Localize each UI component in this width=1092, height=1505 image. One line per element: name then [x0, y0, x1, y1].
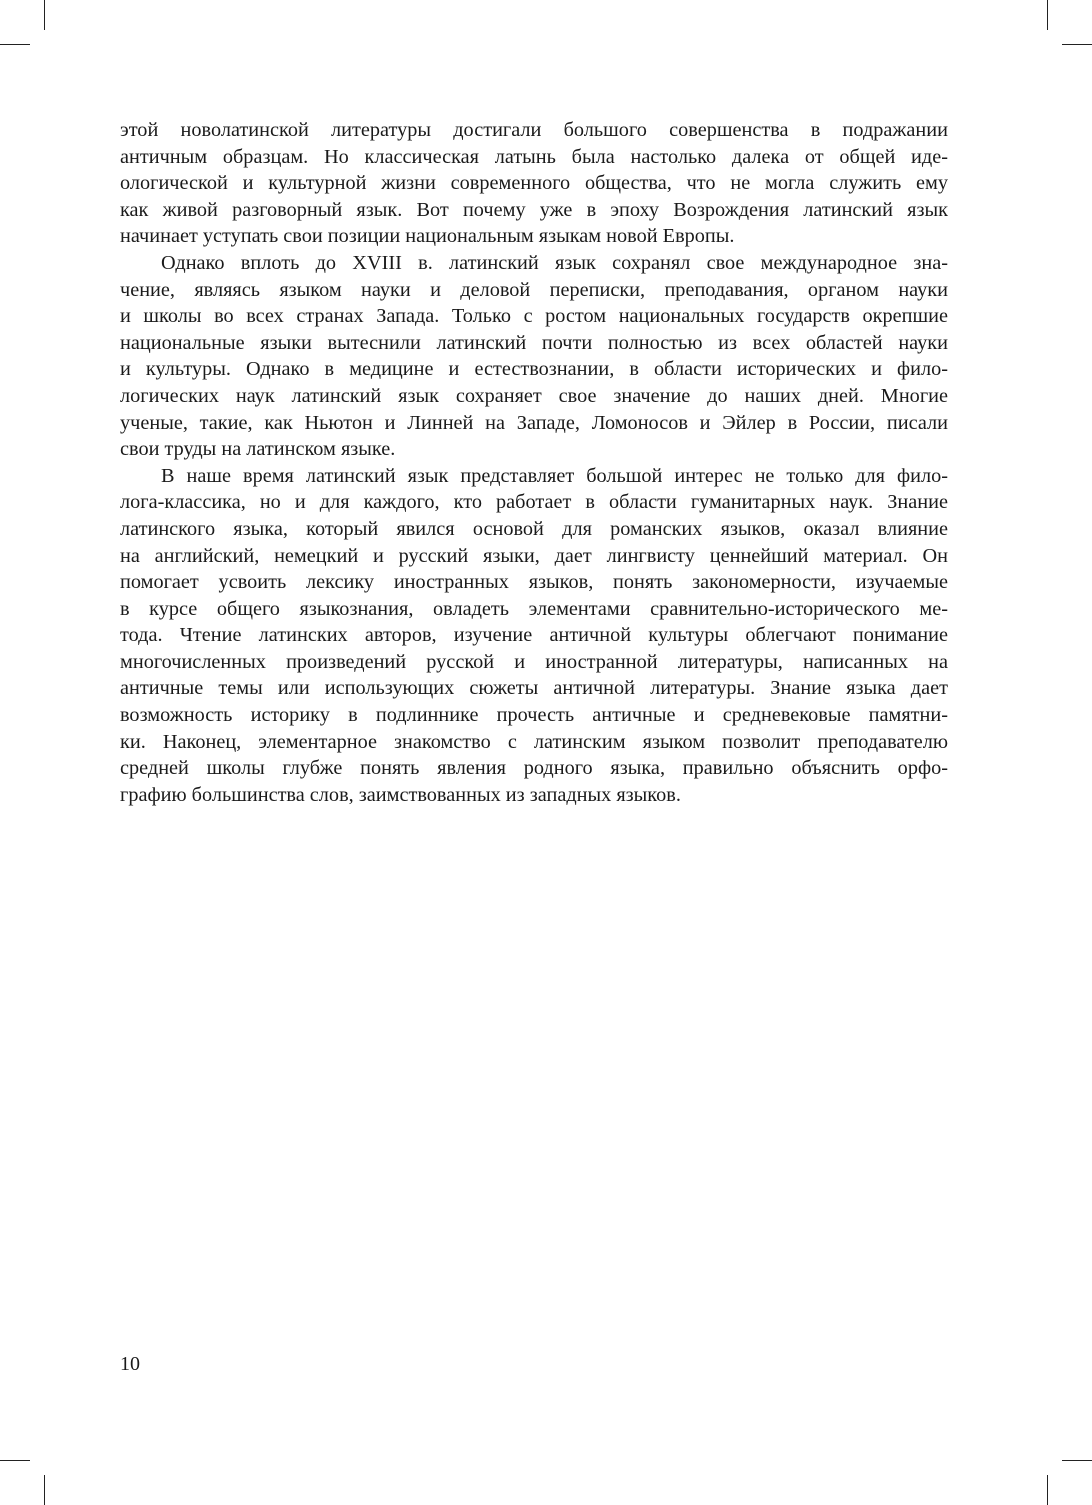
text-line: средней школы глубже понять явления родного языка, правильно объяснить орфо-	[120, 757, 948, 780]
crop-mark-top-right-vertical	[1047, 0, 1048, 30]
text-line: помогает усвоить лексику иностранных языков, понять закономерности, изучаемые	[120, 571, 948, 594]
crop-mark-top-right-horizontal	[1062, 44, 1092, 45]
body-text	[120, 117, 948, 808]
paragraph	[120, 117, 948, 250]
text-line: как живой разговорный язык. Вот почему уже в эпоху Возрождения латинский язык	[120, 198, 948, 221]
text-line: ки. Наконец, элементарное знакомство с латинским языком позволит преподавателю	[120, 730, 948, 753]
text-line: ологической и культурной жизни современного общества, что не могла служить ему	[120, 172, 948, 195]
text-line: античным образцам. Но классическая латынь была настолько далека от общей иде-	[120, 145, 948, 168]
text-line: Однако вплоть до XVIII в. латинский язык сохранял свое международное зна-	[161, 251, 948, 274]
crop-mark-bottom-left-vertical	[44, 1475, 45, 1505]
text-line: латинского языка, который явился основой для романских языков, оказал влияние	[120, 517, 948, 540]
text-line: национальные языки вытеснили латинский почти полностью из всех областей науки	[120, 331, 948, 354]
text-line: чение, являясь языком науки и деловой переписки, преподавания, органом науки	[120, 278, 948, 301]
text-line: логических наук латинский язык сохраняет свое значение до наших дней. Многие	[120, 384, 948, 407]
crop-mark-top-left-vertical	[44, 0, 45, 30]
text-line: в курсе общего языкознания, овладеть элементами сравнительно-исторического ме-	[120, 597, 948, 620]
text-line: свои труды на латинском языке.	[120, 438, 396, 461]
text-line: В наше время латинский язык представляет большой интерес не только для фило-	[161, 464, 948, 487]
paragraph	[120, 250, 948, 463]
crop-mark-bottom-right-horizontal	[1062, 1460, 1092, 1461]
text-line: и культуры. Однако в медицине и естествознании, в области исторических и фило-	[120, 358, 948, 381]
text-line: ученые, такие, как Ньютон и Линней на Западе, Ломоносов и Эйлер в России, писали	[120, 411, 948, 434]
crop-mark-bottom-left-horizontal	[0, 1460, 30, 1461]
text-line: этой новолатинской литературы достигали большого совершенства в подражании	[120, 119, 948, 141]
text-line: графию большинства слов, заимствованных из западных языков.	[120, 783, 681, 806]
crop-mark-bottom-right-vertical	[1047, 1475, 1048, 1505]
text-line: античные темы или использующих сюжеты античной литературы. Знание языка дает	[120, 677, 948, 700]
text-line: лога-классика, но и для каждого, кто работает в области гуманитарных наук. Знание	[120, 491, 948, 514]
text-line: возможность историку в подлиннике прочесть античные и средневековые памятни-	[120, 704, 948, 727]
crop-mark-top-left-horizontal	[0, 44, 30, 45]
text-line: многочисленных произведений русской и иностранной литературы, написанных на	[120, 650, 948, 673]
page-number: 10	[120, 1353, 140, 1375]
paragraph	[120, 463, 948, 809]
text-line: тода. Чтение латинских авторов, изучение античной культуры облегчают понимание	[120, 624, 948, 647]
text-line: начинает уступать свои позиции национальным языкам новой Европы.	[120, 225, 735, 248]
text-line: и школы во всех странах Запада. Только с ростом национальных государств окрепшие	[120, 305, 948, 328]
text-line: на английский, немецкий и русский языки, дает лингвисту ценнейший материал. Он	[120, 544, 948, 567]
